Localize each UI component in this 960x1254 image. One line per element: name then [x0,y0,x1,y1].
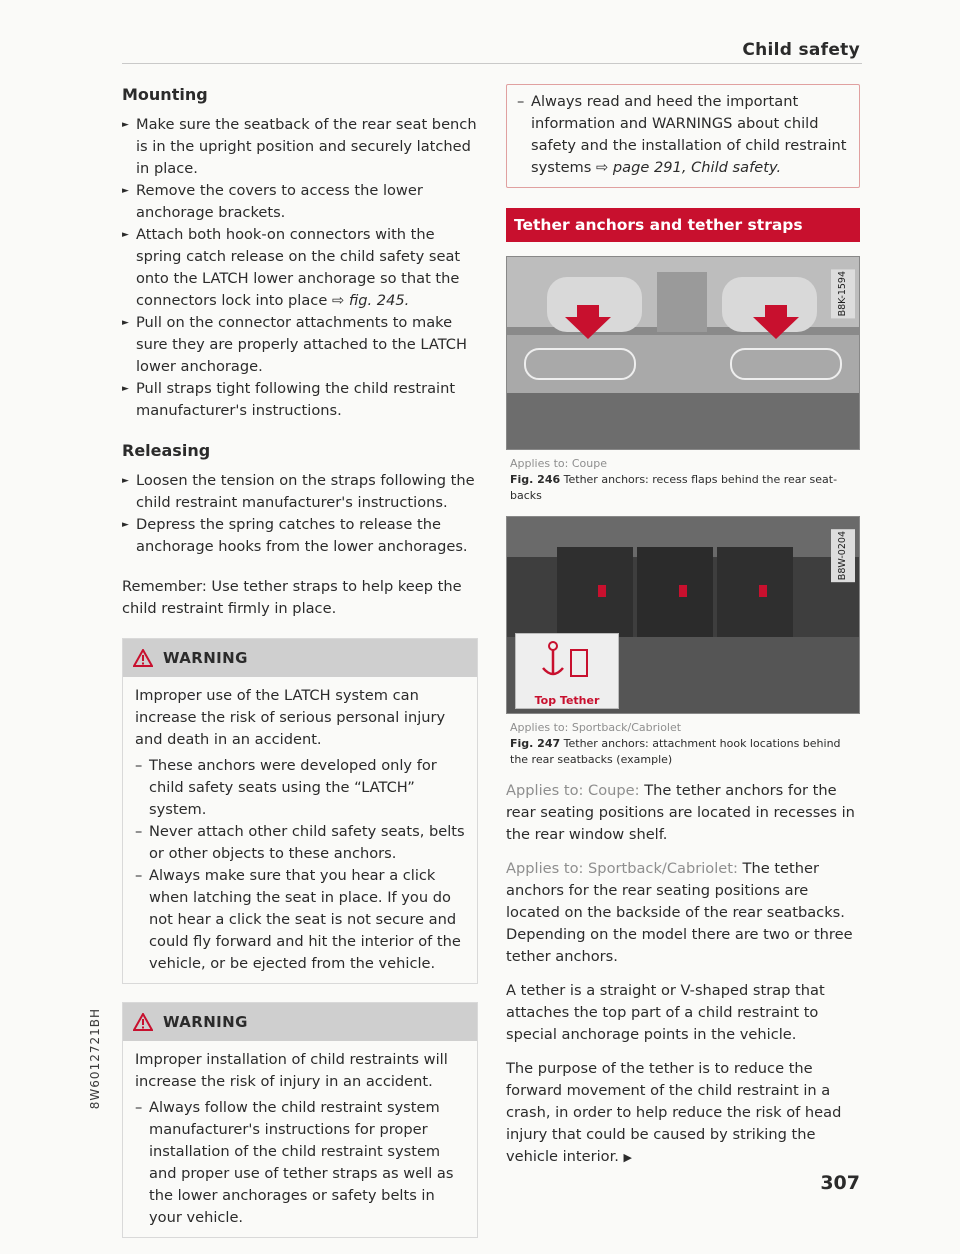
figure-246 [506,256,860,450]
top-tether-text: Top Tether [534,694,600,707]
warning-triangle-icon [133,1013,153,1031]
applies-label: Applies to: Sportback/Cabriolet: [506,860,738,877]
coupe-rear-shelf-image [507,257,859,449]
warning-intro: Improper use of the LATCH system can increase the risk of serious personal injury and death in an accident. [135,687,446,748]
figure-number: Fig. 246 [510,473,561,486]
releasing-steps [122,470,478,558]
mounting-step: ► Pull on the connector attachments to make sure they are properly attached to the LATCH lower anchorage. [122,312,478,378]
releasing-step: ► Loosen the tension on the straps following the child restraint manufacturer's instructions. [122,470,478,514]
mounting-step [122,224,478,312]
left-column [122,84,478,1254]
warning-body [123,1041,477,1237]
note-list [517,91,849,179]
tether-definition: A tether is a straight or V-shaped strap that attaches the top part of a child restraint to special anchorage points in the vehicle. [506,982,825,1043]
mounting-step-text: Attach both hook-on connectors with the spring catch release on the child safety seat onto the LATCH lower anchorage so that the connectors lock into place [136,226,461,309]
releasing-heading: Releasing [122,441,211,460]
section-title: Child safety [742,40,860,60]
header-divider [122,63,862,64]
figure-id: B8K-1594 [831,269,855,318]
note-item [517,91,849,179]
page-number: 307 [820,1172,860,1194]
sportback-paragraph [506,858,860,968]
warning-list [135,1097,465,1229]
top-tether-label [515,633,619,709]
figure-246-caption [510,456,860,504]
section-banner: Tether anchors and tether straps [506,208,860,242]
fig-245-link[interactable]: ⇨ fig. 245. [331,292,410,309]
warning-intro: Improper installation of child restraints will increase the risk of injury in an accident. [135,1051,448,1090]
applies-label: Applies to: Coupe [510,457,607,470]
warning-box-latch [122,638,478,984]
right-column [506,84,860,1181]
caption-text: Tether anchors: attachment hook locations behind the rear seatbacks (example) [510,737,841,766]
continue-arrow-icon: ▶ [623,1151,633,1164]
note-text: Always read and heed the important information and WARNINGS about child safety and the installation of child restraint systems [531,93,847,176]
mounting-heading: Mounting [122,85,208,104]
warning-box-installation [122,1002,478,1238]
warning-header [123,1003,477,1041]
applies-label: Applies to: Coupe: [506,782,640,799]
coupe-paragraph [506,780,860,846]
tether-purpose [506,1058,860,1169]
figure-247 [506,516,860,714]
warning-item: – Always follow the child restraint system manufacturer's instructions for proper installation of the child restraint system and proper use of tether straps as well as the lower anchorages or safety belts in your vehicle. [135,1097,465,1229]
mounting-step: ► Make sure the seatback of the rear seat bench is in the upright position and securely latched in place. [122,114,478,180]
warning-item: – These anchors were developed only for child safety seats using the “LATCH” system. [135,755,465,821]
figure-number: Fig. 247 [510,737,561,750]
warning-body [123,677,477,983]
applies-label: Applies to: Sportback/Cabriolet [510,721,682,734]
paragraph-text: The purpose of the tether is to reduce the forward movement of the child restraint in a crash, in order to help reduce the risk of head injury that could be caused by striking the vehicle interior. [506,1060,842,1165]
warning-item: – Always make sure that you hear a click when latching the seat in place. If you do not hear a click the seat is not secure and could fly forward and hit the interior of the vehicle, or be ejected from the vehicle. [135,865,465,975]
remember-text: Remember: Use tether straps to help keep the child restraint firmly in place. [122,578,462,617]
caption-text: Tether anchors: recess flaps behind the rear seat-backs [510,473,838,502]
paragraph-text: The tether anchors for the rear seating positions are located on the backside of the rear seatbacks. Depending on the model there are two or three tether anchors. [506,860,853,965]
child-safety-link[interactable]: ⇨ page 291, Child safety. [596,159,782,176]
mounting-step: ► Remove the covers to access the lower anchorage brackets. [122,180,478,224]
warning-item: – Never attach other child safety seats, belts or other objects to these anchors. [135,821,465,865]
document-code: 8W6012721BH [88,1008,102,1110]
warning-title: WARNING [163,649,248,667]
mounting-step: ► Pull straps tight following the child restraint manufacturer's instructions. [122,378,478,422]
warning-list [135,755,465,975]
mounting-steps [122,114,478,422]
note-box [506,84,860,188]
warning-triangle-icon [133,649,153,667]
figure-id: B8W-0204 [831,529,855,582]
warning-title: WARNING [163,1013,248,1031]
figure-247-caption [510,720,860,768]
tether-anchor-icon [537,638,597,682]
releasing-step: ► Depress the spring catches to release the anchorage hooks from the lower anchorages. [122,514,478,558]
warning-header [123,639,477,677]
paragraph-text: The tether anchors for the rear seating positions are located in recesses in the rear window shelf. [506,782,855,843]
